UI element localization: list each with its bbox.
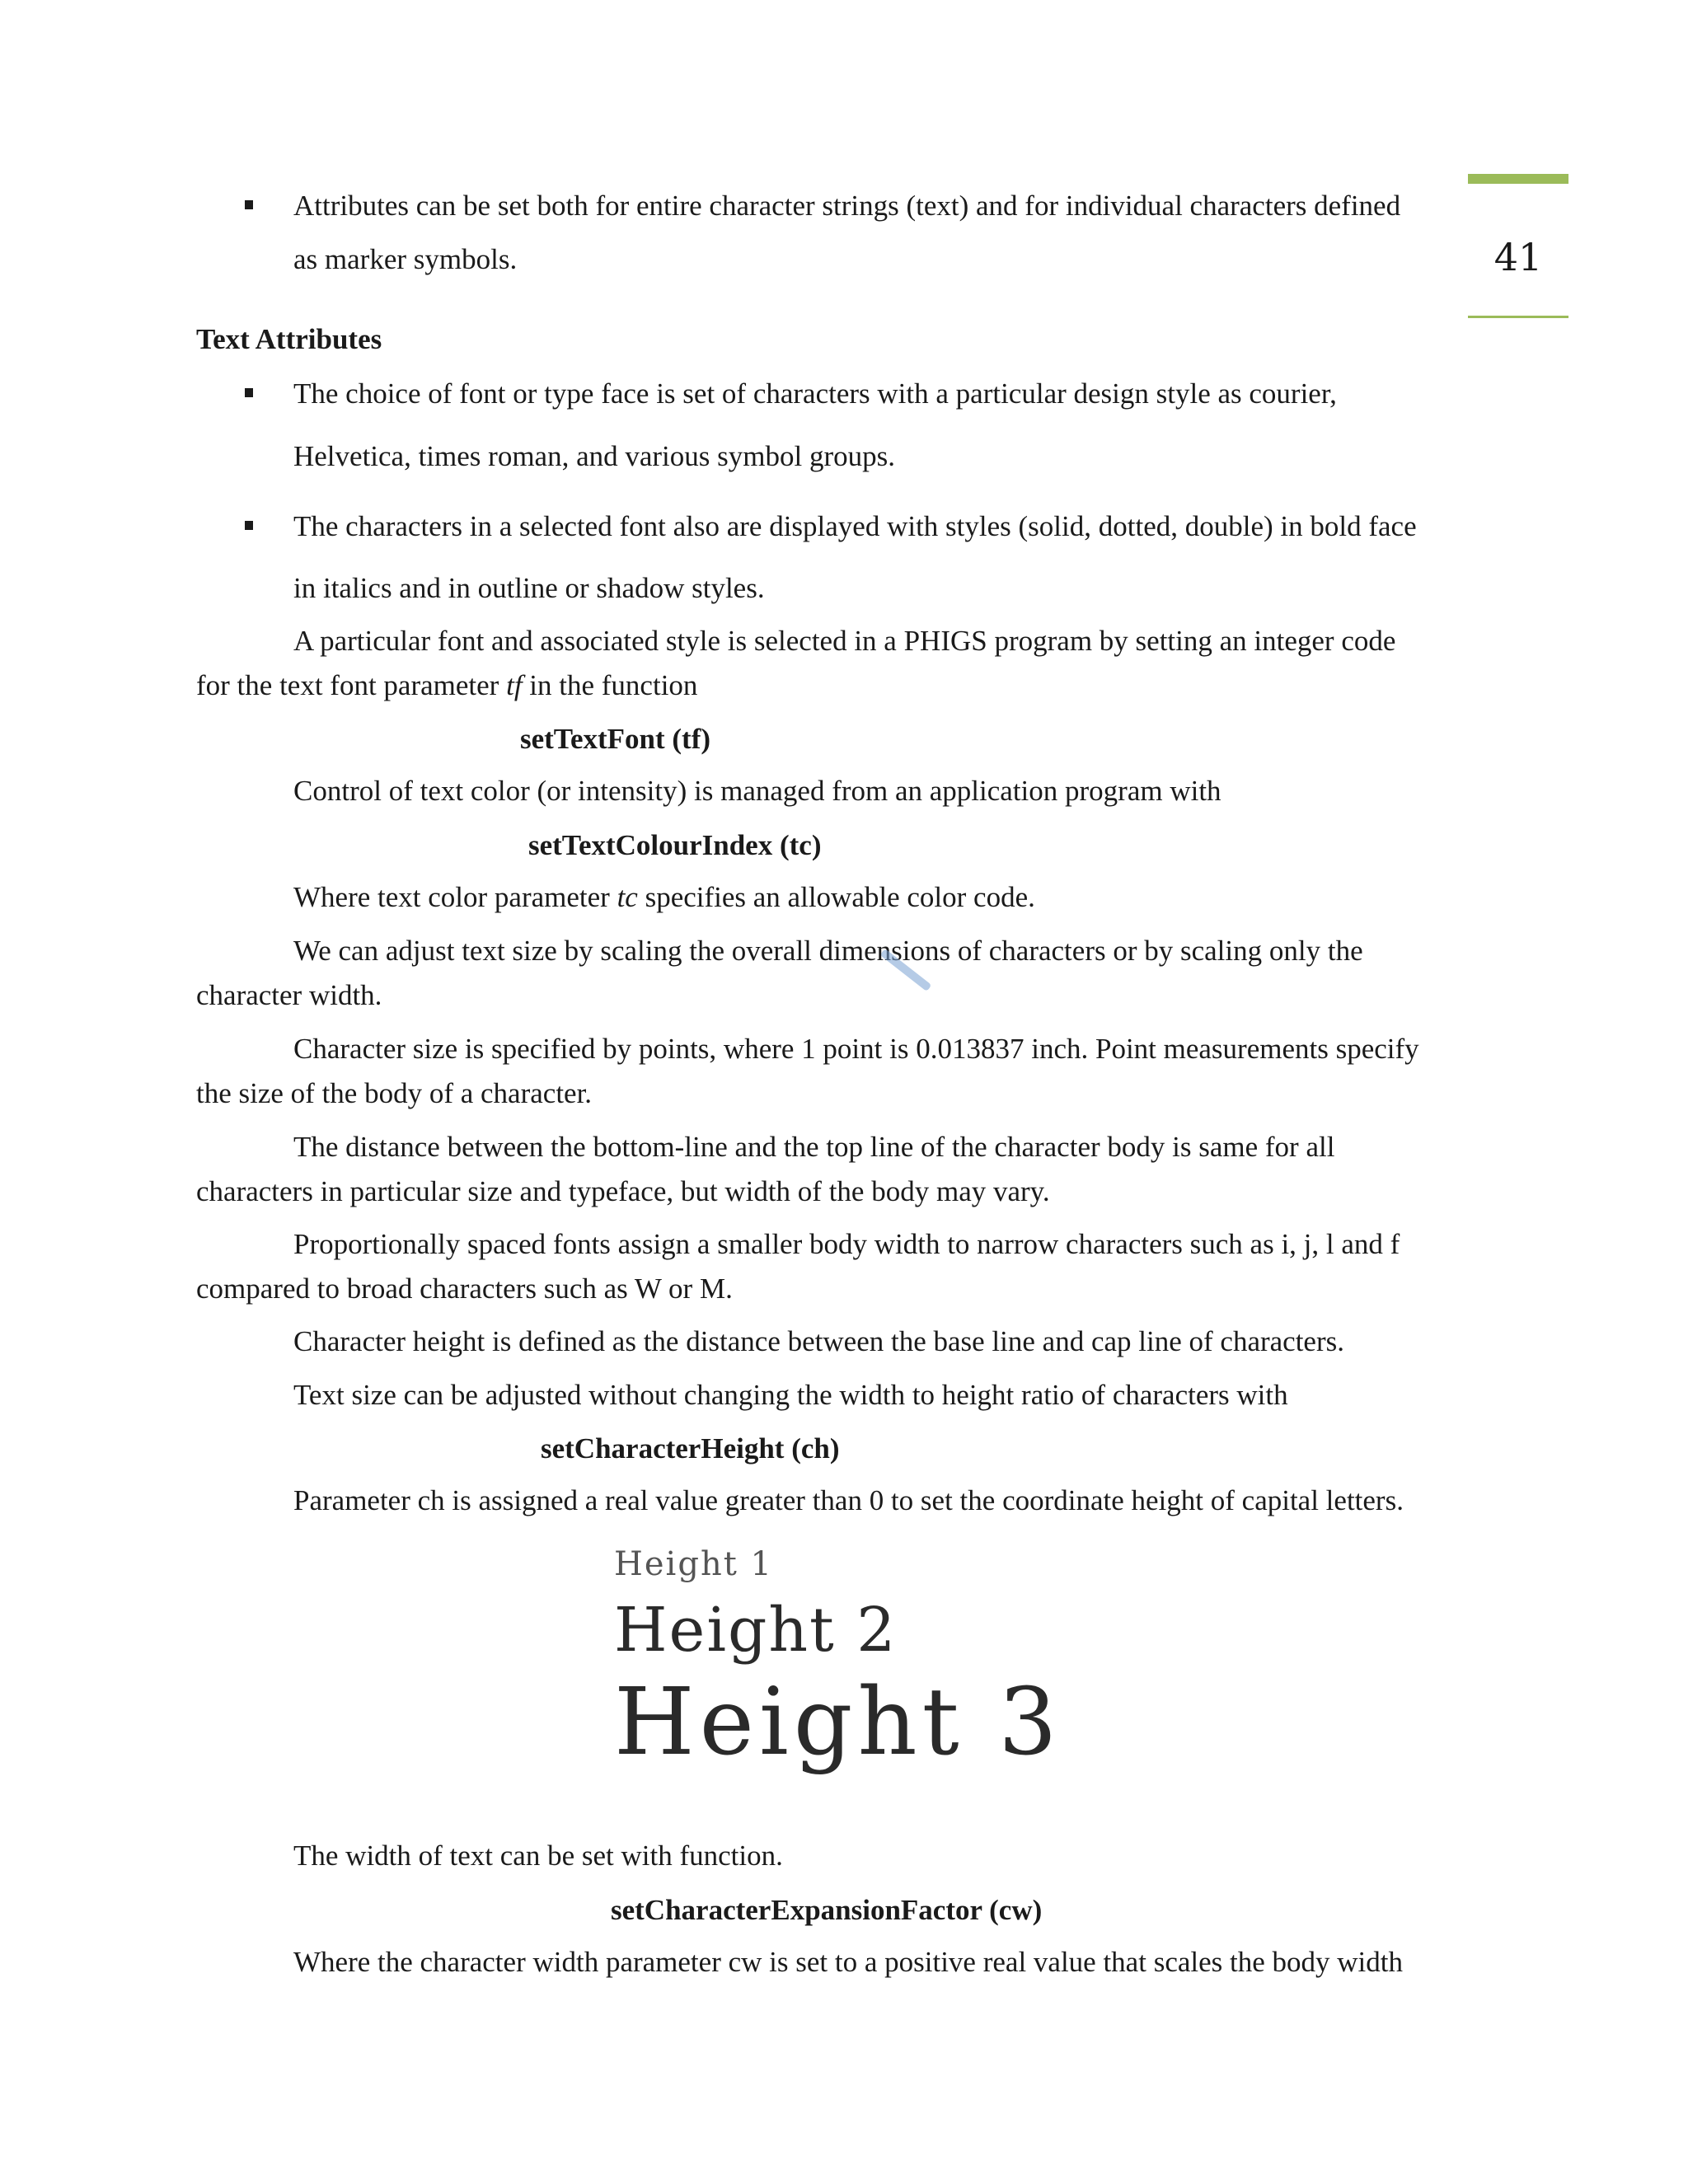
paragraph-distance-line1: The distance between the bottom-line and the top line of the character body is same for all (293, 1131, 1335, 1163)
paragraph-adjust: Text size can be adjusted without changing the width to height ratio of characters with (293, 1379, 1288, 1411)
bullet1-line2: as marker symbols. (293, 243, 518, 275)
section-heading-text-attributes: Text Attributes (196, 323, 382, 355)
variable-tc: tc (617, 881, 638, 913)
bullet-marker (245, 388, 253, 397)
bullet2-line1: The choice of font or type face is set of characters with a particular design style as courier, (293, 377, 1337, 410)
bullet-marker (245, 521, 253, 530)
figure-label-height-2: Height 2 (614, 1595, 898, 1666)
paragraph-size-line2: character width. (196, 979, 382, 1011)
paragraph-cw: Where the character width parameter cw is set to a positive real value that scales the body width (293, 1946, 1403, 1978)
figure-label-height-1: Height 1 (614, 1545, 773, 1583)
text-segment: in the function (522, 669, 698, 701)
paragraph-points-line2: the size of the body of a character. (196, 1077, 593, 1109)
code-set-character-expansion-factor: setCharacterExpansionFactor (cw) (611, 1894, 1043, 1926)
text-segment: for the text font parameter (196, 669, 507, 701)
bullet-marker (245, 200, 253, 209)
code-set-text-font: setTextFont (tf) (520, 723, 711, 755)
paragraph-font-line2 (196, 668, 697, 704)
code-set-character-height: setCharacterHeight (ch) (541, 1432, 840, 1465)
variable-tf: tf (506, 669, 523, 701)
paragraph-where-tc (293, 879, 1035, 916)
bullet3-line1: The characters in a selected font also are displayed with styles (solid, dotted, double) in bold face (293, 510, 1417, 542)
page-number-bottom-rule (1468, 316, 1568, 318)
paragraph-proportional-line2: compared to broad characters such as W or M. (196, 1272, 733, 1305)
code-set-text-colour-index: setTextColourIndex (tc) (528, 829, 822, 861)
bullet3-line2: in italics and in outline or shadow styles. (293, 572, 765, 604)
page-number-top-rule (1468, 174, 1568, 184)
paragraph-distance-line2: characters in particular size and typeface, but width of the body may vary. (196, 1175, 1050, 1207)
figure-label-height-3: Height 3 (614, 1669, 1062, 1776)
paragraph-proportional-line1: Proportionally spaced fonts assign a smaller body width to narrow characters such as i, j, l and f (293, 1228, 1400, 1260)
paragraph-font-line1: A particular font and associated style is selected in a PHIGS program by setting an integer code (293, 625, 1396, 657)
paragraph-color: Control of text color (or intensity) is managed from an application program with (293, 775, 1221, 807)
bullet2-line2: Helvetica, times roman, and various symbol groups. (293, 440, 895, 472)
text-segment: specifies an allowable color code. (637, 881, 1035, 913)
text-segment: Where text color parameter (293, 881, 617, 913)
paragraph-size-line1: We can adjust text size by scaling the overall dimensions of characters or by scaling only the (293, 935, 1363, 967)
page-number: 41 (1493, 235, 1543, 279)
paragraph-parameter-ch: Parameter ch is assigned a real value greater than 0 to set the coordinate height of capital letters. (293, 1484, 1404, 1516)
paragraph-height-definition: Character height is defined as the distance between the base line and cap line of characters. (293, 1325, 1344, 1357)
bullet1-line1: Attributes can be set both for entire character strings (text) and for individual characters defined (293, 190, 1401, 222)
paragraph-points-line1: Character size is specified by points, where 1 point is 0.013837 inch. Point measurements specify (293, 1033, 1419, 1065)
paragraph-width: The width of text can be set with function. (293, 1840, 783, 1872)
